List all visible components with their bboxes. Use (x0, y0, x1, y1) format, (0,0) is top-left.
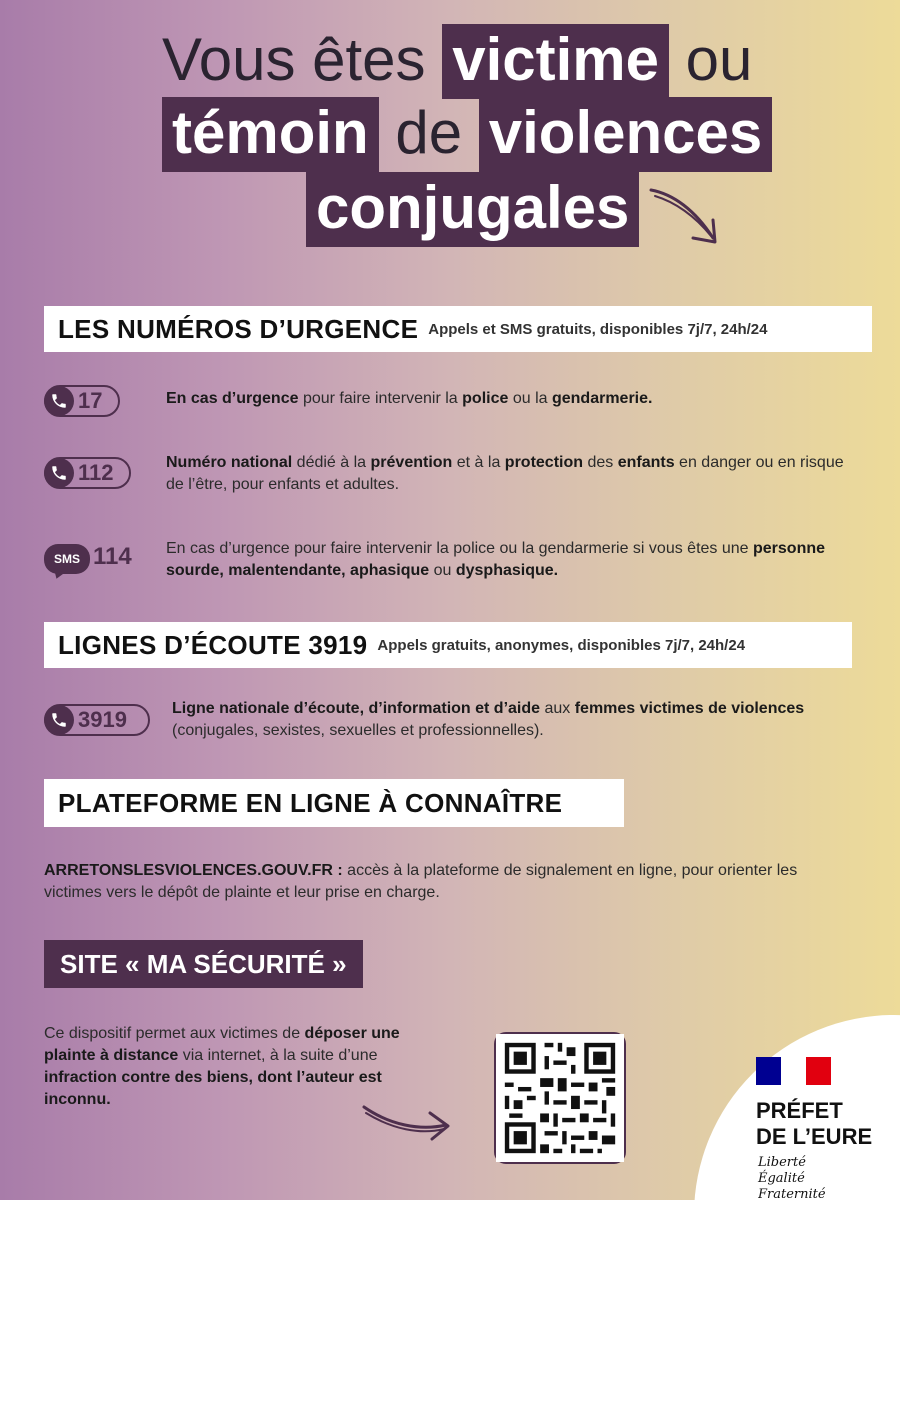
arrow-down-right-icon (645, 182, 725, 252)
text-bold: Numéro national (166, 454, 293, 471)
text: ou (429, 562, 456, 579)
title-highlight-victime: victime (442, 24, 669, 99)
phone-number-112: 112 (78, 460, 114, 485)
sms-number-114[interactable]: 114 (93, 543, 132, 570)
title-line-3 (306, 174, 639, 241)
text-bold: prévention (370, 454, 453, 471)
text: (conjugales, sexistes, sexuelles et professionnelles). (172, 722, 544, 739)
plateforme-description (44, 860, 844, 904)
title-highlight-conjugales: conjugales (306, 172, 639, 247)
urgence-17-description (166, 388, 866, 410)
qr-code-icon (496, 1034, 624, 1162)
text: en danger ou en risque de l’être, pour enfants et adultes. (166, 454, 844, 493)
plateforme-heading: PLATEFORME EN LIGNE À CONNAÎTRE (58, 787, 563, 818)
title-line-2 (162, 99, 772, 166)
text-bold: Ligne nationale d’écoute, d’information et d’aide (172, 700, 541, 717)
ecoute-description (172, 698, 862, 742)
title-word-ou: ou (685, 26, 753, 93)
republic-motto (758, 1155, 826, 1199)
motto-liberte: Liberté (758, 1155, 806, 1170)
phone-number-3919: 3919 (78, 707, 127, 732)
prefecture-line-2: DE L’EURE (756, 1124, 873, 1149)
urgence-114-description (166, 538, 856, 582)
text: ou la (508, 390, 552, 407)
sms-label: SMS (53, 552, 80, 566)
text-bold: dysphasique. (455, 562, 559, 579)
urgence-subheading: Appels et SMS gratuits, disponibles 7j/7, 24h/24 (428, 320, 768, 338)
urgence-heading-bar (44, 306, 872, 352)
marianne-flag-icon (756, 1057, 831, 1085)
prefecture-line-1: PRÉFET (756, 1098, 843, 1123)
text: et à la (452, 454, 505, 471)
text: pour faire intervenir la (298, 390, 463, 407)
title-line-1 (162, 26, 753, 93)
text: dédié à la (292, 454, 371, 471)
text-bold: police (462, 390, 509, 407)
arrow-right-icon (360, 1095, 455, 1145)
phone-icon (44, 386, 74, 416)
text: des (583, 454, 618, 471)
phone-icon (44, 705, 74, 735)
sms-icon (44, 544, 90, 574)
ecoute-heading-bar (44, 622, 852, 668)
ecoute-subheading: Appels gratuits, anonymes, disponibles 7j/7, 24h/24 (377, 636, 746, 654)
text-bold: En cas d’urgence (166, 390, 299, 407)
title-word-de: de (395, 99, 463, 166)
text-bold: femmes victimes de violences (574, 700, 805, 717)
phone-17-pill[interactable] (44, 385, 120, 417)
text: En cas d’urgence pour faire intervenir la police ou la gendarmerie si vous êtes une (166, 540, 753, 557)
phone-number-17: 17 (78, 388, 103, 413)
text-bold: personne sourde, malentendante, aphasique (166, 540, 826, 579)
title-highlight-temoin: témoin (162, 97, 379, 172)
plateforme-heading-bar (44, 779, 624, 827)
title-highlight-violences: violences (479, 97, 773, 172)
text-bold: protection (504, 454, 584, 471)
plateforme-link-text[interactable]: ARRETONSLESVIOLENCES.GOUV.FR : (44, 862, 343, 879)
motto-fraternite: Fraternité (758, 1187, 826, 1199)
text: accès à la plateforme de signalement en ligne, pour orienter les victimes vers le dépôt de plainte et leur prise en charge. (44, 862, 798, 901)
ecoute-heading: LIGNES D’ÉCOUTE 3919 (58, 629, 368, 660)
urgence-heading: LES NUMÉROS D’URGENCE (58, 313, 419, 344)
text: Ce dispositif permet aux victimes de (44, 1025, 305, 1042)
text-bold: gendarmerie. (551, 390, 653, 407)
text-bold: infraction contre des biens, dont l’auteur est inconnu. (44, 1069, 382, 1108)
phone-112-pill[interactable] (44, 457, 131, 489)
qr-code[interactable] (494, 1032, 626, 1164)
prefecture-name (756, 1098, 872, 1150)
motto-egalite: Égalité (758, 1171, 805, 1186)
text-bold: déposer une plainte à distance (44, 1025, 400, 1064)
urgence-112-description (166, 452, 856, 496)
phone-3919-pill[interactable] (44, 704, 150, 736)
site-heading-bar (44, 940, 363, 988)
text: aux (540, 700, 575, 717)
text: via internet, à la suite d’une (178, 1047, 378, 1064)
text-bold: enfants (617, 454, 675, 471)
title-word-vous-etes: Vous êtes (162, 26, 426, 93)
site-heading: SITE « MA SÉCURITÉ » (60, 948, 347, 979)
phone-icon (44, 458, 74, 488)
